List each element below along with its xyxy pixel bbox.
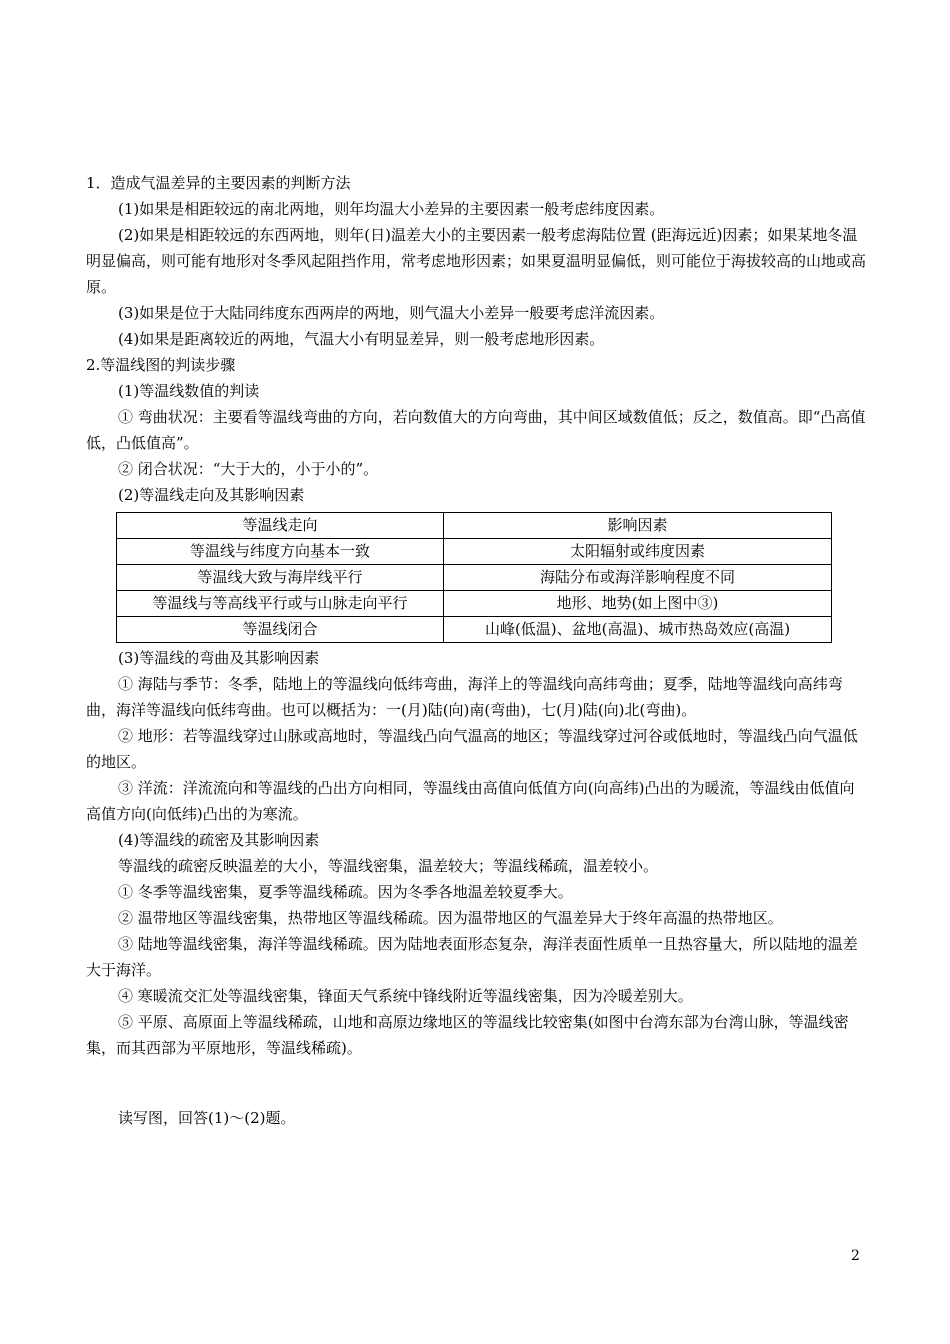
section1-item-3: (3)如果是位于大陆同纬度东西两岸的两地，则气温大小差异一般要考虑洋流因素。 <box>118 304 665 322</box>
sub1-item-2: ② 闭合状况：“大于大的，小于小的”。 <box>118 460 379 478</box>
table-cell: 等温线大致与海岸线平行 <box>117 565 444 591</box>
sub2-title: (2)等温线走向及其影响因素 <box>118 486 305 504</box>
table-cell: 太阳辐射或纬度因素 <box>444 539 832 565</box>
sub4-item-4: ④ 寒暖流交汇处等温线密集，锋面天气系统中锋线附近等温线密集，因为冷暖差别大。 <box>118 987 693 1005</box>
section1-item-4: (4)如果是距离较近的两地，气温大小有明显差异，则一般考虑地形因素。 <box>118 330 605 348</box>
sub1-item-1: ① 弯曲状况：主要看等温线弯曲的方向，若向数值大的方向弯曲，其中间区域数值低；反之，数值高。即“凸高值低，凸低值高”。 <box>86 408 866 452</box>
table-cell: 地形、地势(如上图中③) <box>444 591 832 617</box>
spacer <box>86 1061 866 1105</box>
question-prompt: 读写图，回答(1)～(2)题。 <box>118 1109 296 1127</box>
sub4-title: (4)等温线的疏密及其影响因素 <box>118 831 320 849</box>
sub4-item-5: ⑤ 平原、高原面上等温线稀疏，山地和高原边缘地区的等温线比较密集(如图中台湾东部为台湾山脉，等温线密集，而其西部为平原地形，等温线稀疏)。 <box>86 1013 849 1057</box>
sub4-item-1: ① 冬季等温线密集，夏季等温线稀疏。因为冬季各地温差较夏季大。 <box>118 883 573 901</box>
sub4-intro: 等温线的疏密反映温差的大小，等温线密集，温差较大；等温线稀疏，温差较小。 <box>118 857 659 875</box>
table-header-direction: 等温线走向 <box>117 513 444 539</box>
section1-item-2: (2)如果是相距较远的东西两地，则年(日)温差大小的主要因素一般考虑海陆位置 (距海远近)因素；如果某地冬温明显偏高，则可能有地形对冬季风起阻挡作用，常考虑地形因素；如果夏温明显偏低，则可能位于海拔较高的山地或高原。 <box>86 226 867 296</box>
document-body <box>86 170 866 1131</box>
table-row <box>117 591 832 617</box>
table-header-factor: 影响因素 <box>444 513 832 539</box>
sub1-title: (1)等温线数值的判读 <box>118 382 260 400</box>
sub4-item-3: ③ 陆地等温线密集，海洋等温线稀疏。因为陆地表面形态复杂，海洋表面性质单一且热容量大，所以陆地的温差大于海洋。 <box>86 935 858 979</box>
isotherm-direction-table <box>116 512 832 643</box>
table-cell: 海陆分布或海洋影响程度不同 <box>444 565 832 591</box>
table-row <box>117 539 832 565</box>
table-cell: 山峰(低温)、盆地(高温)、城市热岛效应(高温) <box>444 617 832 643</box>
section1-heading: 1．造成气温差异的主要因素的判断方法 <box>86 174 351 192</box>
page-number: 2 <box>851 1248 860 1264</box>
section1-item-1: (1)如果是相距较远的南北两地，则年均温大小差异的主要因素一般考虑纬度因素。 <box>118 200 665 218</box>
table-row <box>117 565 832 591</box>
table-cell: 等温线与纬度方向基本一致 <box>117 539 444 565</box>
section2-heading: 2.等温线图的判读步骤 <box>86 356 236 374</box>
sub3-item-3: ③ 洋流：洋流流向和等温线的凸出方向相同，等温线由高值向低值方向(向高纬)凸出的为暖流，等温线由低值向高值方向(向低纬)凸出的为寒流。 <box>86 779 855 823</box>
table-cell: 等温线闭合 <box>117 617 444 643</box>
sub3-item-1: ① 海陆与季节：冬季，陆地上的等温线向低纬弯曲，海洋上的等温线向高纬弯曲；夏季，陆地等温线向高纬弯曲，海洋等温线向低纬弯曲。也可以概括为：一(月)陆(向)南(弯曲)，七(月)陆(向)北(弯曲)。 <box>86 675 843 719</box>
table-cell: 等温线与等高线平行或与山脉走向平行 <box>117 591 444 617</box>
sub3-title: (3)等温线的弯曲及其影响因素 <box>118 649 320 667</box>
sub3-item-2: ② 地形：若等温线穿过山脉或高地时，等温线凸向气温高的地区；等温线穿过河谷或低地时，等温线凸向气温低的地区。 <box>86 727 858 771</box>
table-row <box>117 617 832 643</box>
sub4-item-2: ② 温带地区等温线密集，热带地区等温线稀疏。因为温带地区的气温差异大于终年高温的热带地区。 <box>118 909 783 927</box>
table-header-row <box>117 513 832 539</box>
